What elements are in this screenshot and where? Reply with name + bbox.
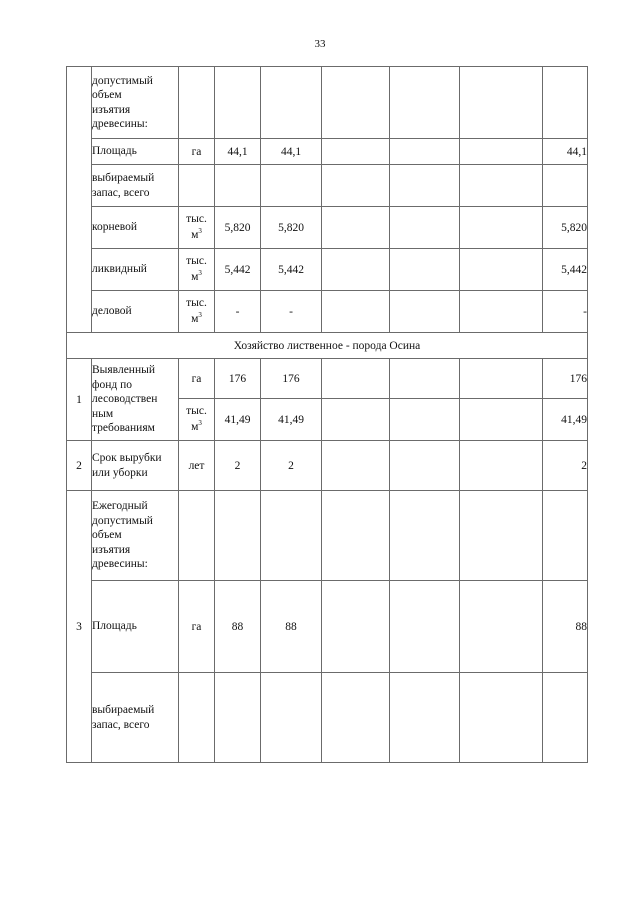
- value-cell: [215, 673, 261, 763]
- label-cell: [92, 359, 179, 441]
- empty-cell: [390, 581, 460, 673]
- label-cell: Площадь: [92, 139, 179, 165]
- unit-line: тыс.: [186, 404, 207, 417]
- unit-line: $м^3$: [191, 311, 202, 326]
- unit-line: тыс.: [186, 254, 207, 267]
- label-line: фонд по: [92, 378, 132, 391]
- empty-cell: [460, 673, 543, 763]
- value-cell: [261, 491, 322, 581]
- value-cell: 88: [261, 581, 322, 673]
- value-cell: 44,1: [215, 139, 261, 165]
- empty-cell: [460, 207, 543, 249]
- unit-line: $м^3$: [191, 227, 202, 242]
- unit-line: тыс.: [186, 212, 207, 225]
- empty-cell: [460, 67, 543, 139]
- unit-cell: [179, 491, 215, 581]
- row-number: 3: [67, 491, 92, 763]
- unit-line: тыс.: [186, 296, 207, 309]
- empty-cell: [322, 581, 390, 673]
- value-cell: 5,820: [215, 207, 261, 249]
- table-row: [67, 291, 588, 333]
- value-cell: [215, 491, 261, 581]
- empty-cell: [390, 165, 460, 207]
- empty-cell: [390, 139, 460, 165]
- label-cell: [92, 441, 179, 491]
- label-cell: деловой: [92, 291, 179, 333]
- value-cell: 5,442: [543, 249, 588, 291]
- empty-cell: [460, 249, 543, 291]
- value-cell: 2: [261, 441, 322, 491]
- label-line: древесины:: [92, 118, 148, 130]
- table-row: [67, 441, 588, 491]
- empty-cell: [390, 491, 460, 581]
- value-cell: -: [215, 291, 261, 333]
- empty-cell: [322, 67, 390, 139]
- empty-cell: [322, 249, 390, 291]
- empty-cell: [390, 359, 460, 399]
- label-line: допустимый: [92, 74, 153, 87]
- empty-cell: [390, 67, 460, 139]
- value-cell: 176: [543, 359, 588, 399]
- empty-cell: [322, 359, 390, 399]
- unit-cell: лет: [179, 441, 215, 491]
- value-cell: 2: [543, 441, 588, 491]
- label-line: запас, всего: [92, 186, 150, 199]
- empty-cell: [390, 207, 460, 249]
- label-line: допустимый: [92, 514, 153, 527]
- empty-cell: [322, 673, 390, 763]
- unit-cell: га: [179, 139, 215, 165]
- value-cell: 44,1: [543, 139, 588, 165]
- value-cell: 5,820: [543, 207, 588, 249]
- label-line: запас, всего: [92, 718, 150, 731]
- label-cell: [92, 67, 179, 139]
- table-row: [67, 673, 588, 763]
- empty-cell: [322, 139, 390, 165]
- label-cell: [92, 673, 179, 763]
- unit-cell: [179, 207, 215, 249]
- table-row: [67, 165, 588, 207]
- table-row: [67, 207, 588, 249]
- label-line: или уборки: [92, 466, 148, 479]
- section-title: Хозяйство лиственное - порода Осина: [67, 333, 588, 359]
- empty-cell: [460, 581, 543, 673]
- value-cell: 41,49: [261, 399, 322, 441]
- unit-line: $м^3$: [191, 419, 202, 434]
- unit-cell: [179, 165, 215, 207]
- empty-cell: [322, 207, 390, 249]
- unit-cell: [179, 249, 215, 291]
- value-cell: [215, 67, 261, 139]
- empty-cell: [322, 291, 390, 333]
- empty-cell: [322, 441, 390, 491]
- empty-cell: [460, 165, 543, 207]
- unit-cell: [179, 399, 215, 441]
- value-cell: 88: [215, 581, 261, 673]
- label-cell: [92, 491, 179, 581]
- value-cell: [543, 165, 588, 207]
- label-cell: ликвидный: [92, 249, 179, 291]
- value-cell: 88: [543, 581, 588, 673]
- empty-cell: [322, 399, 390, 441]
- value-cell: 41,49: [543, 399, 588, 441]
- label-line: требованиям: [92, 422, 155, 435]
- label-line: Срок вырубки: [92, 452, 162, 464]
- value-cell: 44,1: [261, 139, 322, 165]
- table-row: [67, 67, 588, 139]
- row-number: 1: [67, 359, 92, 441]
- empty-cell: [460, 399, 543, 441]
- empty-cell: [322, 491, 390, 581]
- label-line: ным: [92, 407, 114, 420]
- empty-cell: [390, 291, 460, 333]
- label-line: Ежегодный: [92, 500, 148, 513]
- value-cell: [261, 165, 322, 207]
- label-cell: корневой: [92, 207, 179, 249]
- label-cell: [92, 165, 179, 207]
- value-cell: 5,442: [261, 249, 322, 291]
- value-cell: [543, 491, 588, 581]
- empty-cell: [460, 139, 543, 165]
- unit-cell: га: [179, 581, 215, 673]
- table-row: [67, 581, 588, 673]
- empty-cell: [390, 249, 460, 291]
- label-line: выбираемый: [92, 172, 155, 184]
- row-number: 2: [67, 441, 92, 491]
- empty-cell: [390, 399, 460, 441]
- unit-cell: [179, 291, 215, 333]
- label-cell: Площадь: [92, 581, 179, 673]
- label-line: объем: [92, 529, 122, 542]
- label-line: изъятия: [92, 543, 131, 556]
- value-cell: 5,442: [215, 249, 261, 291]
- unit-cell: [179, 673, 215, 763]
- table-row: [67, 249, 588, 291]
- label-line: лесоводствен: [92, 393, 158, 406]
- label-line: выбираемый: [92, 704, 155, 716]
- value-cell: [215, 165, 261, 207]
- value-cell: [261, 67, 322, 139]
- empty-cell: [322, 165, 390, 207]
- value-cell: 176: [261, 359, 322, 399]
- value-cell: 5,820: [261, 207, 322, 249]
- empty-cell: [460, 491, 543, 581]
- value-cell: 2: [215, 441, 261, 491]
- value-cell: [261, 673, 322, 763]
- table-row: [67, 333, 588, 359]
- empty-cell: [460, 291, 543, 333]
- empty-cell: [460, 359, 543, 399]
- number-cell: [67, 67, 92, 333]
- label-line: древесины:: [92, 558, 148, 571]
- value-cell: -: [543, 291, 588, 333]
- value-cell: -: [261, 291, 322, 333]
- value-cell: [543, 67, 588, 139]
- forest-data-table: [66, 66, 588, 763]
- empty-cell: [390, 441, 460, 491]
- value-cell: 41,49: [215, 399, 261, 441]
- label-line: изъятия: [92, 103, 131, 116]
- value-cell: [543, 673, 588, 763]
- table-row: [67, 359, 588, 399]
- unit-cell: га: [179, 359, 215, 399]
- page-number: 33: [314, 38, 326, 50]
- empty-cell: [460, 441, 543, 491]
- unit-cell: [179, 67, 215, 139]
- unit-line: $м^3$: [191, 269, 202, 284]
- empty-cell: [390, 673, 460, 763]
- label-line: объем: [92, 89, 122, 101]
- table-row: [67, 139, 588, 165]
- table-row: [67, 491, 588, 581]
- value-cell: 176: [215, 359, 261, 399]
- label-line: Выявленный: [92, 364, 155, 377]
